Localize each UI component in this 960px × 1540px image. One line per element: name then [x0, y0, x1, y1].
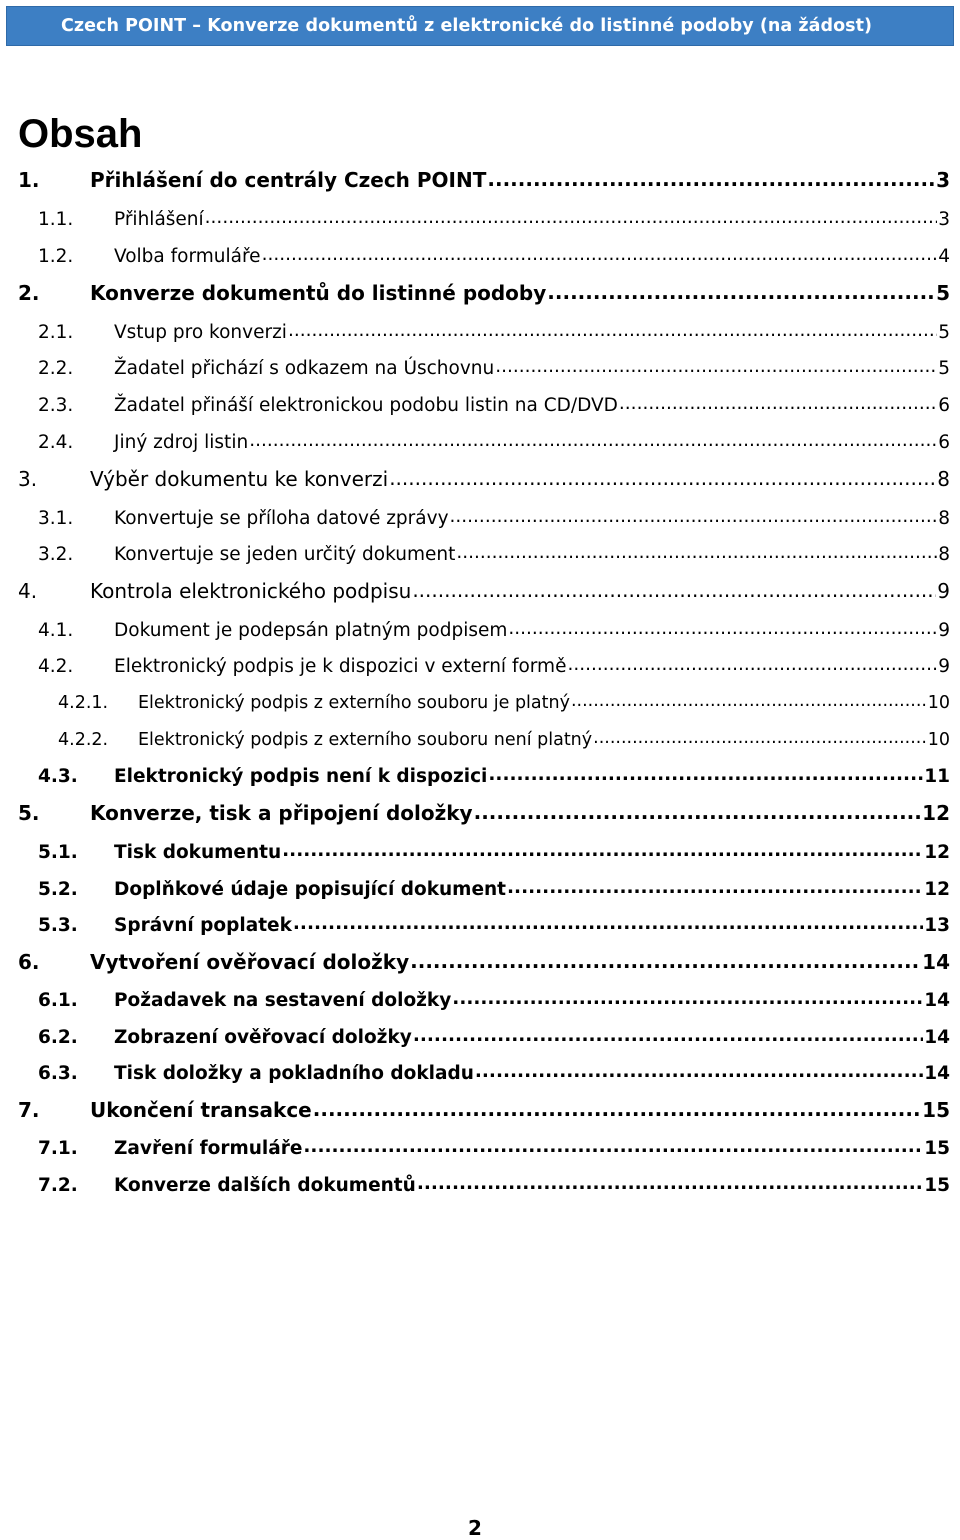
toc-entry-page: 12 [924, 841, 950, 863]
toc-entry[interactable] [18, 949, 950, 977]
page-number: 2 [468, 1516, 482, 1540]
toc-entry-page: 14 [922, 950, 950, 974]
toc-entry-number: 4.3. [38, 765, 78, 787]
toc-dot-leader [571, 690, 927, 708]
toc-entry[interactable] [38, 392, 950, 418]
toc-entry-page: 14 [924, 1026, 950, 1048]
toc-dot-leader [619, 392, 937, 411]
toc-entry-title: Ukončení transakce [90, 1098, 312, 1122]
toc-entry[interactable] [38, 429, 950, 455]
toc-entry[interactable] [18, 466, 950, 494]
toc-entry-page: 14 [924, 1062, 950, 1084]
toc-entry-title: Elektronický podpis je k dispozici v externí formě [114, 655, 567, 677]
toc-dot-leader [282, 839, 923, 858]
toc-entry[interactable] [38, 206, 950, 232]
toc-entry-title: Elektronický podpis z externího souboru není platný [138, 729, 593, 750]
toc-entry-title: Tisk doložky a pokladního dokladu [114, 1062, 474, 1084]
toc-entry-number: 1.1. [38, 208, 74, 230]
toc-entry[interactable] [38, 653, 950, 679]
toc-entry[interactable] [38, 1024, 950, 1050]
toc-dot-leader [450, 505, 938, 524]
toc-entry-page: 12 [922, 801, 950, 825]
toc-entry[interactable] [58, 690, 950, 716]
toc-entry-page: 12 [924, 878, 950, 900]
toc-entry-title: Elektronický podpis z externího souboru je platný [138, 692, 570, 713]
toc-entry-page: 9 [938, 655, 950, 677]
toc-entry-number: 2.3. [38, 394, 74, 416]
toc-entry-title: Žadatel přináší elektronickou podobu listin na CD/DVD [114, 394, 618, 416]
toc-entry-title: Dokument je podepsán platným podpisem [114, 619, 508, 641]
toc-entry[interactable] [38, 1135, 950, 1161]
toc-entry-page: 8 [938, 543, 950, 565]
toc-dot-leader [249, 429, 937, 448]
toc-entry-title: Jiný zdroj listin [114, 431, 249, 453]
toc-entry-title: Konverze, tisk a připojení doložky [90, 801, 473, 825]
toc-dot-leader [567, 653, 937, 672]
toc-entry-number: 2.1. [38, 321, 74, 343]
toc-dot-leader [475, 1060, 923, 1079]
toc-entry-page: 8 [938, 507, 950, 529]
toc-entry[interactable] [18, 578, 950, 606]
toc-dot-leader [507, 876, 923, 895]
toc-entry-number: 7. [18, 1098, 40, 1122]
toc-entry-number: 6. [18, 950, 40, 974]
toc-entry-title: Vstup pro konverzi [114, 321, 287, 343]
toc-entry[interactable] [38, 839, 950, 865]
toc-entry-title: Elektronický podpis není k dispozici [114, 765, 488, 787]
toc-dot-leader [547, 280, 935, 300]
toc-entry-title: Kontrola elektronického podpisu [90, 579, 412, 603]
toc-entry-page: 6 [938, 431, 950, 453]
toc-entry[interactable] [38, 319, 950, 345]
toc-entry-number: 5.2. [38, 878, 78, 900]
toc-dot-leader [487, 167, 935, 187]
toc-entry-number: 1.2. [38, 245, 74, 267]
toc-dot-leader [293, 912, 923, 931]
toc-entry-number: 5. [18, 801, 40, 825]
toc-entry-title: Zavření formuláře [114, 1137, 303, 1159]
toc-entry[interactable] [38, 763, 950, 789]
toc-entry[interactable] [18, 280, 950, 308]
toc-entry-page: 6 [938, 394, 950, 416]
toc-entry-page: 15 [924, 1174, 950, 1196]
toc-entry-title: Tisk dokumentu [114, 841, 282, 863]
toc-dot-leader [303, 1135, 923, 1154]
toc-entry-number: 1. [18, 168, 40, 192]
toc-entry-number: 2.2. [38, 357, 74, 379]
toc-entry-title: Konvertuje se příloha datové zprávy [114, 507, 449, 529]
toc-dot-leader [452, 987, 923, 1006]
toc-entry-page: 14 [924, 989, 950, 1011]
toc-entry-number: 7.2. [38, 1174, 78, 1196]
toc-entry-page: 5 [938, 321, 950, 343]
toc-entry-title: Správní poplatek [114, 914, 292, 936]
toc-entry-page: 4 [938, 245, 950, 267]
toc-entry-number: 5.1. [38, 841, 78, 863]
toc-entry[interactable] [38, 876, 950, 902]
toc-entry-page: 3 [938, 208, 950, 230]
toc-entry-page: 5 [936, 281, 950, 305]
toc-entry-number: 6.1. [38, 989, 78, 1011]
toc-entry-number: 5.3. [38, 914, 78, 936]
document-header [6, 6, 954, 46]
toc-entry[interactable] [38, 541, 950, 567]
toc-entry-number: 4.1. [38, 619, 74, 641]
toc-entry-title: Konvertuje se jeden určitý dokument [114, 543, 456, 565]
toc-dot-leader [417, 1172, 923, 1191]
toc-entry[interactable] [18, 800, 950, 828]
toc-entry-page: 15 [922, 1098, 950, 1122]
toc-entry[interactable] [38, 1172, 950, 1198]
toc-dot-leader [205, 206, 938, 225]
toc-dot-leader [413, 1024, 923, 1043]
toc-entry-number: 4. [18, 579, 38, 603]
toc-entry[interactable] [18, 167, 950, 195]
toc-entry-title: Výběr dokumentu ke konverzi [90, 467, 389, 491]
toc-entry-number: 6.2. [38, 1026, 78, 1048]
toc-entry[interactable] [38, 355, 950, 381]
toc-entry-number: 3. [18, 467, 38, 491]
toc-entry-title: Zobrazení ověřovací doložky [114, 1026, 412, 1048]
toc-entry-number: 3.2. [38, 543, 74, 565]
toc-entry-page: 15 [924, 1137, 950, 1159]
toc-entry[interactable] [38, 1060, 950, 1086]
toc-entry[interactable] [38, 987, 950, 1013]
toc-entry[interactable] [18, 1097, 950, 1125]
toc-entry-number: 7.1. [38, 1137, 78, 1159]
toc-entry-page: 13 [924, 914, 950, 936]
toc-dot-leader [410, 949, 921, 969]
toc-dot-leader [474, 800, 922, 820]
toc-dot-leader [488, 763, 923, 782]
header-title: Czech POINT – Konverze dokumentů z elektronické do listinné podoby (na žádost) [61, 16, 873, 36]
toc-entry-page: 10 [927, 692, 950, 713]
toc-entry-page: 11 [924, 765, 950, 787]
toc-entry-title: Přihlášení do centrály Czech POINT [90, 168, 487, 192]
toc-entry-number: 6.3. [38, 1062, 78, 1084]
toc-entry-title: Žadatel přichází s odkazem na Úschovnu [114, 357, 495, 379]
toc-entry[interactable] [38, 912, 950, 938]
toc-dot-leader [288, 319, 937, 338]
toc-entry-number: 4.2. [38, 655, 74, 677]
toc-entry-page: 9 [937, 579, 950, 603]
toc-entry-number: 3.1. [38, 507, 74, 529]
toc-entry-number: 4.2.1. [58, 692, 109, 713]
toc-entry-title: Volba formuláře [114, 245, 261, 267]
toc-entry-title: Požadavek na sestavení doložky [114, 989, 452, 1011]
toc-dot-leader [508, 617, 937, 636]
toc-entry-title: Vytvoření ověřovací doložky [90, 950, 410, 974]
toc-entry-page: 5 [938, 357, 950, 379]
toc-dot-leader [262, 243, 938, 262]
toc-dot-leader [412, 578, 936, 598]
toc-entry-title: Konverze dokumentů do listinné podoby [90, 281, 547, 305]
toc-dot-leader [389, 466, 936, 486]
toc-dot-leader [456, 541, 937, 560]
toc-entry-number: 4.2.2. [58, 729, 109, 750]
toc-entry[interactable] [38, 505, 950, 531]
toc-entry-title: Přihlášení [114, 208, 204, 230]
toc-entry-number: 2. [18, 281, 40, 305]
toc-dot-leader [495, 355, 937, 374]
toc-entry-page: 3 [936, 168, 950, 192]
toc-entry[interactable] [58, 727, 950, 753]
toc-entry-title: Doplňkové údaje popisující dokument [114, 878, 507, 900]
toc-entry-title: Konverze dalších dokumentů [114, 1174, 416, 1196]
toc-dot-leader [313, 1097, 921, 1117]
toc-heading: Obsah [18, 112, 143, 156]
toc-dot-leader [593, 727, 927, 745]
toc-entry-page: 9 [938, 619, 950, 641]
toc-entry-page: 8 [937, 467, 950, 491]
toc-entry-page: 10 [927, 729, 950, 750]
toc-entry[interactable] [38, 243, 950, 269]
toc-entry-number: 2.4. [38, 431, 74, 453]
toc-entry[interactable] [38, 617, 950, 643]
